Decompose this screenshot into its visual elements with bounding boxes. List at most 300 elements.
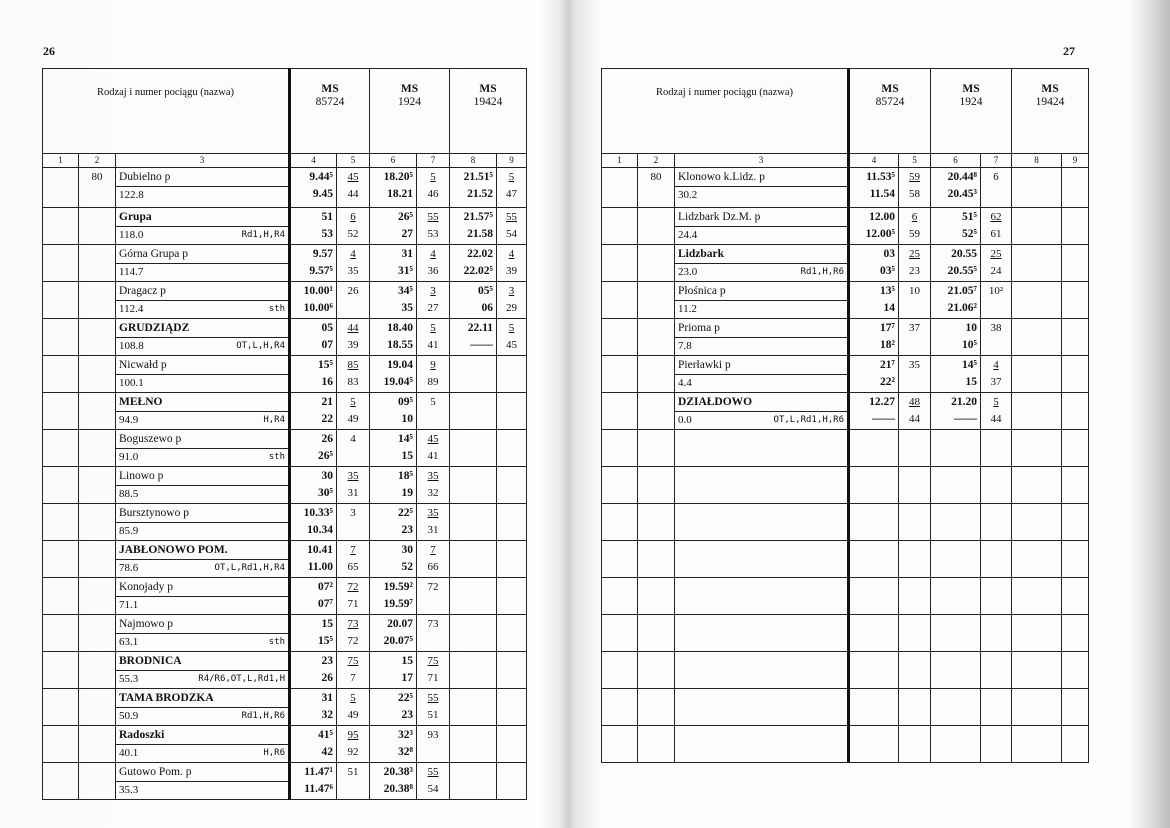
arrival-time (1012, 245, 1061, 263)
empty-row (602, 652, 1089, 689)
arrival-time: 21 (321, 396, 333, 408)
station-cell (116, 208, 290, 245)
speed-cell (497, 245, 527, 282)
arrival-time: 26 (321, 433, 333, 445)
speed-value-2: 54 (427, 783, 439, 795)
speed-value (1062, 245, 1088, 263)
departure-time: 42 (321, 746, 333, 758)
speed-value-2 (1062, 226, 1088, 243)
empty-cell (899, 578, 931, 615)
speed-cell (497, 578, 527, 615)
arrival-time: 05 (321, 322, 333, 334)
speed-cell (497, 652, 527, 689)
time-cell (370, 541, 417, 578)
arrival-time: 19.59² (383, 581, 413, 593)
departure-time: 20.07⁵ (383, 635, 413, 647)
speed-value-2 (497, 670, 526, 687)
empty-cell (675, 578, 849, 615)
speed-cell (1062, 356, 1089, 393)
speed-cell (417, 168, 450, 208)
station-km: 94.9 (119, 414, 139, 426)
time-cell (290, 168, 337, 208)
station-km: 7.8 (678, 340, 692, 352)
station-km: 4.4 (678, 377, 692, 389)
time-cell (290, 319, 337, 356)
empty-cell (602, 689, 638, 726)
departure-time: 18.21 (387, 188, 413, 200)
arrival-time: 14⁵ (398, 433, 413, 445)
departure-time: 21.58 (467, 228, 493, 240)
train-header (290, 69, 370, 154)
departure-time: 19.04⁵ (383, 376, 413, 388)
train-header (849, 69, 931, 154)
station-codes: Rd1,H,R6 (241, 711, 285, 721)
arrival-time: 20.44⁸ (947, 171, 977, 183)
col2-cell (638, 282, 675, 319)
station-name: Płośnica p (675, 282, 847, 301)
time-cell (370, 652, 417, 689)
speed-value: 35 (427, 470, 439, 482)
speed-value: 5 (430, 322, 436, 334)
arrival-time: 10 (965, 322, 977, 334)
speed-value-2: 37 (990, 376, 1002, 388)
speed-value-2: 66 (427, 561, 439, 573)
col2-cell (79, 208, 116, 245)
speed-cell (417, 541, 450, 578)
col1-cell (43, 689, 79, 726)
speed-cell (899, 168, 931, 208)
time-cell (290, 282, 337, 319)
arrival-time: 22.11 (467, 322, 493, 334)
speed-value-2: 59 (909, 228, 920, 240)
speed-cell (899, 393, 931, 430)
speed-value: 75 (427, 655, 439, 667)
station-cell (116, 578, 290, 615)
speed-value-2 (1062, 300, 1088, 317)
time-cell (370, 319, 417, 356)
speed-cell (1062, 319, 1089, 356)
train-type: MS (321, 83, 339, 95)
time-cell (931, 208, 981, 245)
empty-cell (849, 467, 899, 504)
time-cell (931, 319, 981, 356)
empty-cell (1062, 615, 1089, 652)
col1-cell (43, 430, 79, 467)
arrival-time (450, 541, 496, 559)
departure-time (450, 781, 496, 798)
speed-value (1062, 393, 1088, 411)
speed-value-2: 83 (347, 376, 359, 388)
speed-cell (899, 319, 931, 356)
arrival-time: 05⁵ (478, 285, 493, 297)
speed-cell (981, 168, 1012, 208)
station-cell (116, 319, 290, 356)
departure-time: 07⁷ (318, 598, 333, 610)
station-cell (675, 393, 849, 430)
speed-value-2: 36 (427, 265, 439, 277)
speed-value-2: 39 (506, 265, 517, 277)
speed-cell (337, 541, 370, 578)
departure-time: 17 (401, 672, 413, 684)
time-cell (450, 319, 497, 356)
departure-time: —— (470, 339, 493, 351)
empty-cell (602, 430, 638, 467)
departure-time: 10.00⁶ (303, 302, 333, 314)
time-cell (370, 578, 417, 615)
speed-value-2: 89 (427, 376, 439, 388)
speed-cell (337, 726, 370, 763)
station-km: 91.0 (119, 451, 139, 463)
station-cell (675, 282, 849, 319)
empty-cell (675, 615, 849, 652)
departure-time (450, 374, 496, 391)
departure-time: 21.06² (947, 302, 977, 314)
departure-time: —— (872, 413, 895, 425)
speed-value: 55 (427, 766, 439, 778)
speed-cell (981, 319, 1012, 356)
arrival-time (450, 430, 496, 448)
arrival-time (450, 652, 496, 670)
station-km: 0.0 (678, 414, 692, 426)
arrival-time: 20.07 (387, 618, 413, 630)
speed-value (497, 763, 526, 781)
speed-value-2: 58 (909, 188, 920, 200)
empty-cell (1012, 652, 1062, 689)
speed-value (497, 726, 526, 744)
arrival-time: 31 (401, 248, 413, 260)
departure-time (450, 744, 496, 761)
speed-value: 26 (347, 285, 359, 297)
speed-cell (337, 356, 370, 393)
arrival-time: 20.38³ (383, 766, 413, 778)
departure-time: 22² (880, 376, 895, 388)
arrival-time: 30 (321, 470, 333, 482)
time-cell (290, 578, 337, 615)
time-cell (450, 168, 497, 208)
arrival-time (1012, 168, 1061, 186)
train-label-header: Rodzaj i numer pociągu (nazwa) (43, 69, 290, 154)
time-cell (290, 763, 337, 800)
departure-time: 53 (321, 228, 333, 240)
speed-value-2 (337, 300, 369, 317)
arrival-time: 22⁵ (398, 507, 413, 519)
speed-cell (417, 208, 450, 245)
col2-cell (79, 541, 116, 578)
arrival-time: 21.05⁷ (947, 285, 977, 297)
speed-value-2: 53 (427, 228, 439, 240)
departure-time: 19 (401, 487, 413, 499)
speed-value-2: 24 (990, 265, 1002, 277)
time-cell (849, 245, 899, 282)
time-cell (849, 208, 899, 245)
speed-value-2 (497, 781, 526, 798)
col2-cell (79, 430, 116, 467)
speed-cell (899, 282, 931, 319)
speed-cell (497, 726, 527, 763)
speed-value-2: 39 (347, 339, 359, 351)
empty-cell (602, 467, 638, 504)
time-cell (450, 245, 497, 282)
time-cell (931, 168, 981, 208)
time-cell (370, 430, 417, 467)
empty-row (602, 689, 1089, 726)
empty-cell (602, 726, 638, 763)
time-cell (370, 504, 417, 541)
col2-cell (79, 504, 116, 541)
speed-value-2 (497, 522, 526, 539)
time-cell (1012, 208, 1062, 245)
speed-value: 45 (347, 171, 359, 183)
time-cell (450, 282, 497, 319)
departure-time (1012, 337, 1061, 354)
speed-value-2: 44 (990, 413, 1002, 425)
station-name: Konojady p (116, 578, 288, 597)
speed-cell (497, 356, 527, 393)
speed-value-2 (337, 781, 369, 798)
departure-time: 20.55⁵ (947, 265, 977, 277)
col2-cell (638, 245, 675, 282)
speed-cell (497, 430, 527, 467)
station-codes: sth (268, 452, 285, 462)
speed-value-2 (899, 300, 930, 317)
col1-cell (602, 319, 638, 356)
speed-cell (417, 763, 450, 800)
empty-cell (849, 578, 899, 615)
column-index: 9 (497, 154, 527, 168)
time-cell (370, 356, 417, 393)
arrival-time: 18.20⁵ (383, 171, 413, 183)
speed-value (497, 356, 526, 374)
speed-value: 37 (909, 322, 920, 334)
empty-cell (1012, 726, 1062, 763)
station-km: 122.8 (119, 189, 144, 201)
station-name: Prioma p (675, 319, 847, 338)
speed-value-2 (899, 337, 930, 354)
empty-cell (638, 578, 675, 615)
empty-cell (931, 504, 981, 541)
departure-time: 10.34 (307, 524, 333, 536)
departure-time: 52 (401, 561, 413, 573)
speed-value-2 (497, 559, 526, 576)
station-row (602, 319, 1089, 356)
station-km: 23.0 (678, 266, 698, 278)
empty-cell (1062, 541, 1089, 578)
station-name: Bursztynowo p (116, 504, 288, 523)
empty-cell (931, 430, 981, 467)
speed-value-2 (497, 596, 526, 613)
speed-cell (337, 615, 370, 652)
column-index: 7 (417, 154, 450, 168)
speed-value-2 (337, 522, 369, 539)
col2-cell (79, 763, 116, 800)
speed-cell (497, 282, 527, 319)
speed-value-2 (1062, 186, 1088, 203)
empty-cell (1062, 726, 1089, 763)
col1-cell (602, 356, 638, 393)
col2-cell (79, 245, 116, 282)
empty-cell (638, 615, 675, 652)
speed-cell (337, 282, 370, 319)
time-cell (450, 689, 497, 726)
departure-time (450, 448, 496, 465)
empty-cell (602, 541, 638, 578)
col1-cell (602, 282, 638, 319)
time-cell (450, 763, 497, 800)
empty-cell (638, 541, 675, 578)
speed-cell (1062, 282, 1089, 319)
speed-value: 4 (508, 248, 515, 260)
speed-value-2: 44 (347, 188, 359, 200)
speed-value (1062, 319, 1088, 337)
station-name: Dubielno p (116, 168, 288, 187)
col1-cell (43, 726, 79, 763)
station-row (43, 356, 527, 393)
station-row (43, 208, 527, 245)
station-km: 50.9 (119, 710, 139, 722)
departure-time (1012, 186, 1061, 203)
station-codes: OT,L,Rd1,H,R4 (214, 563, 285, 573)
time-cell (1012, 356, 1062, 393)
speed-cell (497, 689, 527, 726)
speed-value: 93 (427, 729, 439, 741)
speed-value: 48 (909, 396, 920, 408)
speed-value: 3 (350, 507, 356, 519)
time-cell (370, 208, 417, 245)
speed-value-2 (417, 744, 449, 761)
empty-cell (899, 504, 931, 541)
col1-cell (602, 393, 638, 430)
arrival-time: 03 (883, 248, 895, 260)
time-cell (290, 615, 337, 652)
speed-value: 5 (508, 171, 515, 183)
empty-cell (638, 689, 675, 726)
station-km: 11.2 (678, 303, 697, 315)
station-cell (675, 168, 849, 208)
speed-cell (337, 763, 370, 800)
col1-cell (43, 763, 79, 800)
arrival-time: 26⁵ (398, 211, 413, 223)
speed-cell (337, 208, 370, 245)
speed-cell (497, 541, 527, 578)
speed-value: 3 (508, 285, 515, 297)
time-cell (931, 356, 981, 393)
empty-cell (899, 467, 931, 504)
departure-time: 27 (401, 228, 413, 240)
train-header (450, 69, 527, 154)
speed-value-2: 27 (427, 302, 439, 314)
station-km: 100.1 (119, 377, 144, 389)
departure-time: —— (954, 413, 977, 425)
empty-cell (1062, 689, 1089, 726)
station-cell (675, 245, 849, 282)
arrival-time: 9.57 (312, 248, 333, 260)
station-cell (116, 430, 290, 467)
train-header (370, 69, 450, 154)
arrival-time (450, 615, 496, 633)
speed-value-2 (417, 633, 449, 650)
empty-row (602, 726, 1089, 763)
empty-cell (1012, 615, 1062, 652)
speed-value-2: 44 (909, 413, 920, 425)
speed-value: 10 (909, 285, 920, 297)
empty-cell (899, 615, 931, 652)
speed-cell (1062, 245, 1089, 282)
arrival-time: 15 (321, 618, 333, 630)
station-km: 30.2 (678, 189, 698, 201)
speed-cell (497, 393, 527, 430)
time-cell (290, 208, 337, 245)
arrival-time: 20.55 (951, 248, 977, 260)
departure-time: 20.45³ (947, 188, 977, 200)
empty-cell (1012, 689, 1062, 726)
speed-value (497, 615, 526, 633)
station-row (43, 319, 527, 356)
departure-time: 9.57⁵ (309, 265, 333, 277)
speed-value: 45 (427, 433, 439, 445)
departure-time: 11.47⁶ (304, 783, 333, 795)
speed-value: 25 (990, 248, 1002, 260)
col1-cell (602, 208, 638, 245)
empty-cell (931, 541, 981, 578)
station-km: 63.1 (119, 636, 139, 648)
empty-cell (981, 726, 1012, 763)
arrival-time: 9.44⁵ (309, 171, 333, 183)
train-number: 19424 (1035, 96, 1065, 108)
empty-cell (1012, 430, 1062, 467)
time-cell (370, 245, 417, 282)
train-type: MS (479, 83, 497, 95)
speed-value-2 (497, 707, 526, 724)
speed-value-2 (981, 186, 1011, 203)
arrival-time: 09⁵ (398, 396, 413, 408)
station-row (602, 208, 1089, 245)
speed-value-2 (337, 448, 369, 465)
column-index: 5 (899, 154, 931, 168)
speed-cell (1062, 168, 1089, 208)
empty-cell (638, 726, 675, 763)
column-index: 1 (602, 154, 638, 168)
speed-cell (337, 430, 370, 467)
arrival-time: 22⁵ (398, 692, 413, 704)
col1-cell (43, 504, 79, 541)
station-name: Nicwałd p (116, 356, 288, 375)
col1-cell (43, 467, 79, 504)
speed-cell (417, 356, 450, 393)
station-name: Boguszewo p (116, 430, 288, 449)
speed-value-2: 41 (427, 339, 439, 351)
train-type: MS (1041, 83, 1059, 95)
arrival-time: 21.51⁵ (463, 171, 493, 183)
empty-row (602, 615, 1089, 652)
departure-time: 12.00⁵ (865, 228, 895, 240)
time-cell (849, 319, 899, 356)
station-km: 35.3 (119, 784, 139, 796)
speed-cell (337, 652, 370, 689)
station-km: 114.7 (119, 266, 144, 278)
station-row (43, 393, 527, 430)
departure-time: 10 (401, 413, 413, 425)
speed-value: 35 (347, 470, 359, 482)
time-cell (290, 467, 337, 504)
speed-value-2: 49 (347, 413, 359, 425)
speed-cell (417, 467, 450, 504)
empty-cell (899, 726, 931, 763)
departure-time (450, 633, 496, 650)
speed-value: 73 (427, 618, 439, 630)
arrival-time (1012, 356, 1061, 374)
arrival-time: 18⁵ (398, 470, 413, 482)
speed-value-2 (417, 596, 449, 613)
